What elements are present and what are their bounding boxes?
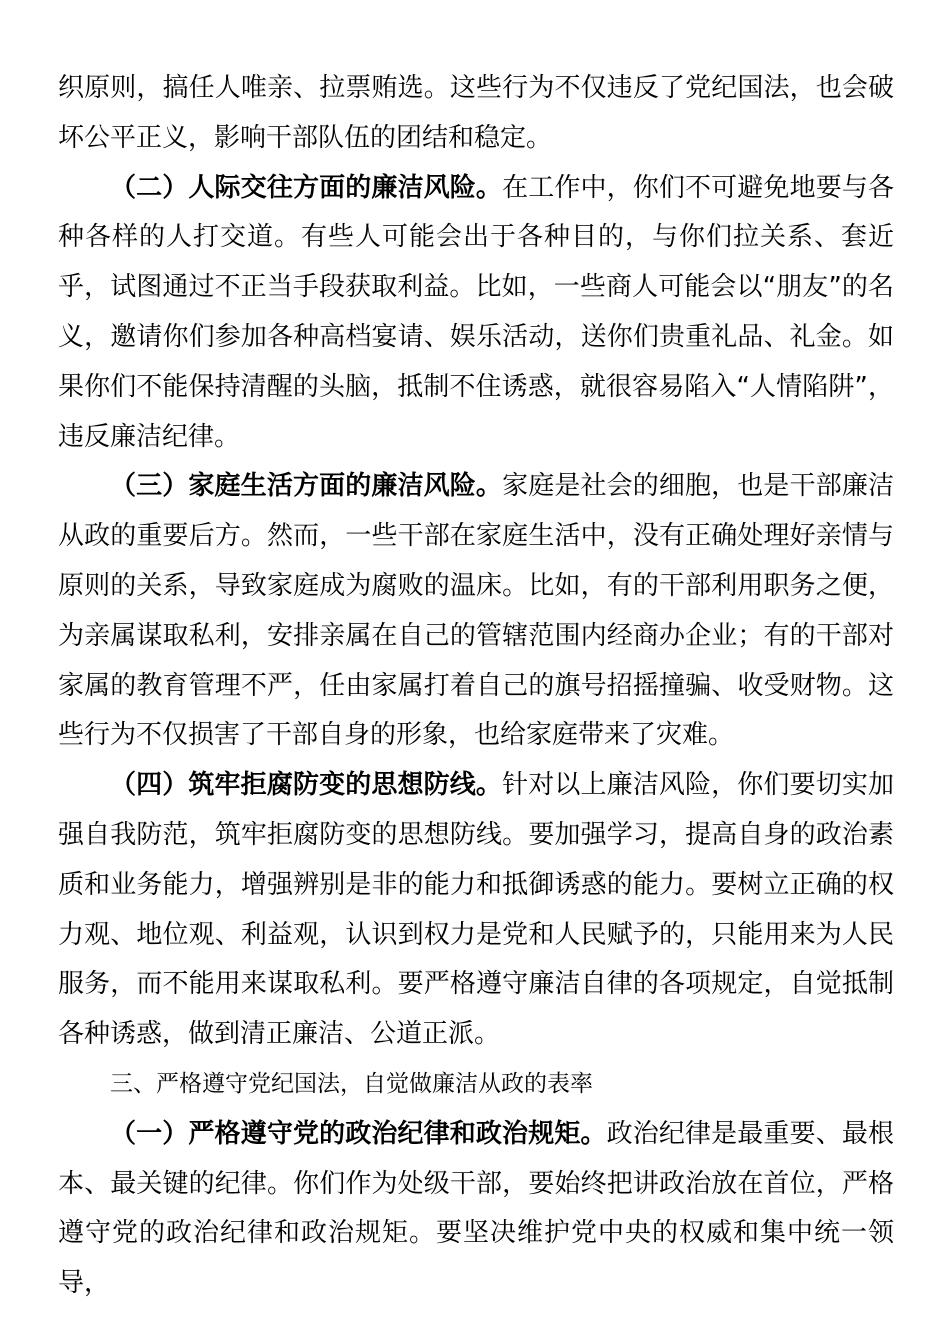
paragraph-ideological-defense bbox=[58, 761, 894, 1060]
section-heading: 三、严格遵守党纪国法，自觉做廉洁从政的表率 bbox=[110, 1070, 593, 1097]
paragraph-continuation bbox=[58, 64, 894, 164]
paragraph-lead-heading: （二）人际交往方面的廉洁风险。 bbox=[110, 172, 503, 203]
paragraph-lead-heading: （三）家庭生活方面的廉洁风险。 bbox=[110, 471, 503, 502]
paragraph-political-discipline bbox=[58, 1110, 894, 1309]
paragraph-lead-heading: （一）严格遵守党的政治纪律和政治规矩。 bbox=[110, 1118, 607, 1149]
paragraph-text: 家庭是社会的细胞，也是干部廉洁从政的重要后方。然而，一些干部在家庭生活中，没有正确处理好亲情与原则的关系，导致家庭成为腐败的温床。比如，有的干部利用职务之便，为亲属谋取私利，安排亲属在自己的管辖范围内经商办企业；有的干部对家属的教育管理不严，任由家属打着自己的旗号招摇撞骗、收受财物。这些行为不仅损害了干部自身的形象，也给家庭带来了灾难。 bbox=[58, 471, 894, 751]
paragraph-family-risk bbox=[58, 462, 894, 761]
paragraph-text: 织原则，搞任人唯亲、拉票贿选。这些行为不仅违反了党纪国法，也会破坏公平正义，影响干部队伍的团结和稳定。 bbox=[58, 73, 894, 153]
paragraph-interpersonal-risk bbox=[58, 164, 894, 463]
paragraph-text: 政治纪律是最重要、最根本、最关键的纪律。你们作为处级干部，要始终把讲政治放在首位，严格遵守党的政治纪律和政治规矩。要坚决维护党中央的权威和集中统一领导， bbox=[58, 1118, 894, 1299]
paragraph-lead-heading: （四）筑牢拒腐防变的思想防线。 bbox=[110, 770, 503, 801]
paragraph-text: 在工作中，你们不可避免地要与各种各样的人打交道。有些人可能会出于各种目的，与你们拉关系、套近乎，试图通过不正当手段获取利益。比如，一些商人可能会以“朋友”的名义，邀请你们参加各种高档宴请、娱乐活动，送你们贵重礼品、礼金。如果你们不能保持清醒的头脑，抵制不住诱惑，就很容易陷入“人情陷阱”，违反廉洁纪律。 bbox=[58, 172, 894, 452]
paragraph-text: 针对以上廉洁风险，你们要切实加强自我防范，筑牢拒腐防变的思想防线。要加强学习，提高自身的政治素质和业务能力，增强辨别是非的能力和抵御诱惑的能力。要树立正确的权力观、地位观、利益观，认识到权力是党和人民赋予的，只能用来为人民服务，而不能用来谋取私利。要严格遵守廉洁自律的各项规定，自觉抵制各种诱惑，做到清正廉洁、公道正派。 bbox=[58, 770, 894, 1050]
document-body bbox=[58, 64, 894, 1309]
